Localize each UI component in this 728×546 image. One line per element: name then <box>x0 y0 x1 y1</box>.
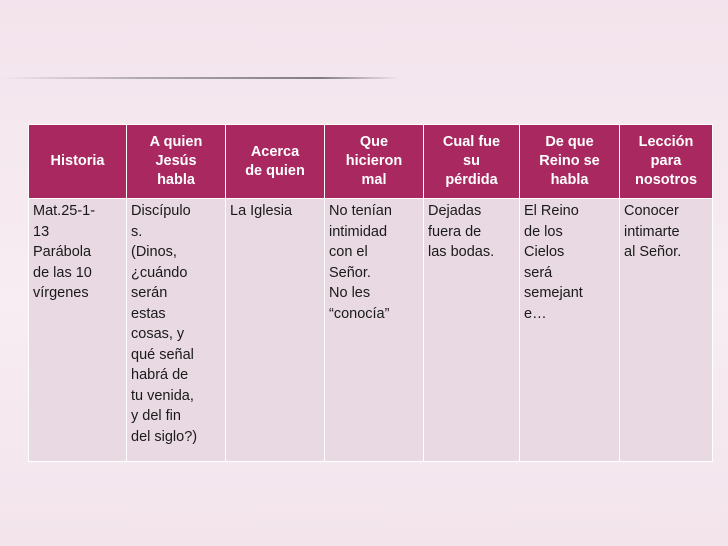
cell-de-que-reino-se-habla: El Reino de los Cielos será semejant e… <box>520 199 620 462</box>
header-historia: Historia <box>29 125 127 199</box>
cell-historia: Mat.25-1- 13 Parábola de las 10 vírgenes <box>29 199 127 462</box>
cell-a-quien-jesus-habla: Discípulo s. (Dinos, ¿cuándo serán estas cosas, y qué señal habrá de tu venida, y del fin del siglo?) <box>127 199 226 462</box>
header-acerca-de-quien: Acerca de quien <box>226 125 325 199</box>
cell-acerca-de-quien: La Iglesia <box>226 199 325 462</box>
parable-table <box>28 124 713 462</box>
header-cual-fue-su-perdida: Cual fue su pérdida <box>424 125 520 199</box>
header-a-quien-jesus-habla: A quien Jesús habla <box>127 125 226 199</box>
header-que-hicieron-mal: Que hicieron mal <box>325 125 424 199</box>
header-de-que-reino-se-habla: De que Reino se habla <box>520 125 620 199</box>
table-header-row <box>29 125 713 199</box>
cell-que-hicieron-mal: No tenían intimidad con el Señor. No les “conocía” <box>325 199 424 462</box>
header-leccion-para-nosotros: Lección para nosotros <box>620 125 713 199</box>
cell-cual-fue-su-perdida: Dejadas fuera de las bodas. <box>424 199 520 462</box>
title-divider <box>0 77 400 79</box>
cell-leccion-para-nosotros: Conocer intimarte al Señor. <box>620 199 713 462</box>
table-row <box>29 199 713 462</box>
